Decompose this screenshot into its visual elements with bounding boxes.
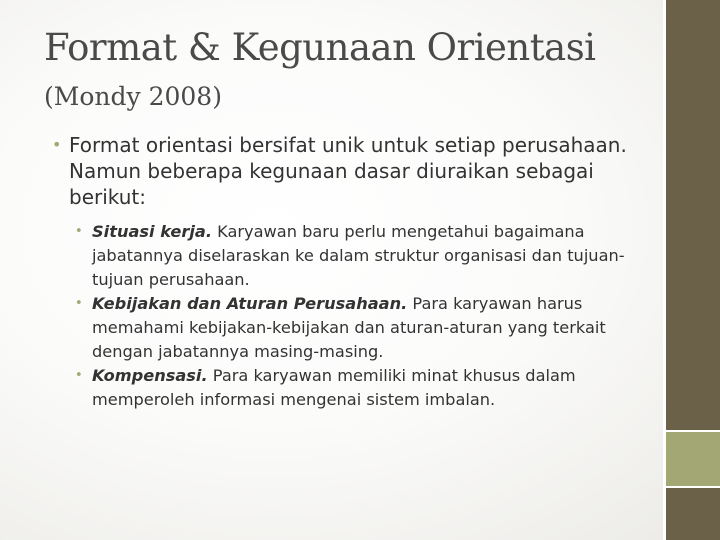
slide-title: Format & Kegunaan Orientasi <box>44 26 596 69</box>
sub-point-kebijakan <box>69 292 632 364</box>
bullet-icon: • <box>52 135 62 154</box>
sub-point-kompensasi <box>69 364 632 412</box>
main-point-text: Format orientasi bersifat unik untuk setiap perusahaan. Namun beberapa kegunaan dasar diuraikan sebagai berikut: <box>69 133 627 209</box>
bullet-icon: • <box>75 368 83 383</box>
sub-point-text: Karyawan baru perlu mengetahui bagaimana jabatannya diselaraskan ke dalam struktur organisasi dan tujuan-tujuan perusahaan. <box>92 222 625 289</box>
sub-point-term: Kebijakan dan Aturan Perusahaan. <box>92 294 408 313</box>
sub-point-situasi-kerja <box>69 220 632 292</box>
sub-point-term: Situasi kerja. <box>92 222 212 241</box>
sub-point-term: Kompensasi. <box>92 366 208 385</box>
sub-point-text: Para karyawan memiliki minat khusus dalam memperoleh informasi mengenai sistem imbalan. <box>92 366 576 409</box>
sidebar-accent-line-bottom <box>666 486 720 488</box>
sub-point-text: Para karyawan harus memahami kebijakan-kebijakan dan aturan-aturan yang terkait dengan jabatannya masing-masing. <box>92 294 606 361</box>
main-point <box>52 132 632 412</box>
bullet-icon: • <box>75 224 83 239</box>
bullet-icon: • <box>75 296 83 311</box>
content-list <box>52 132 632 412</box>
sidebar-accent-block <box>666 432 720 486</box>
slide-subtitle: (Mondy 2008) <box>44 82 222 111</box>
sub-point-list <box>69 220 632 412</box>
